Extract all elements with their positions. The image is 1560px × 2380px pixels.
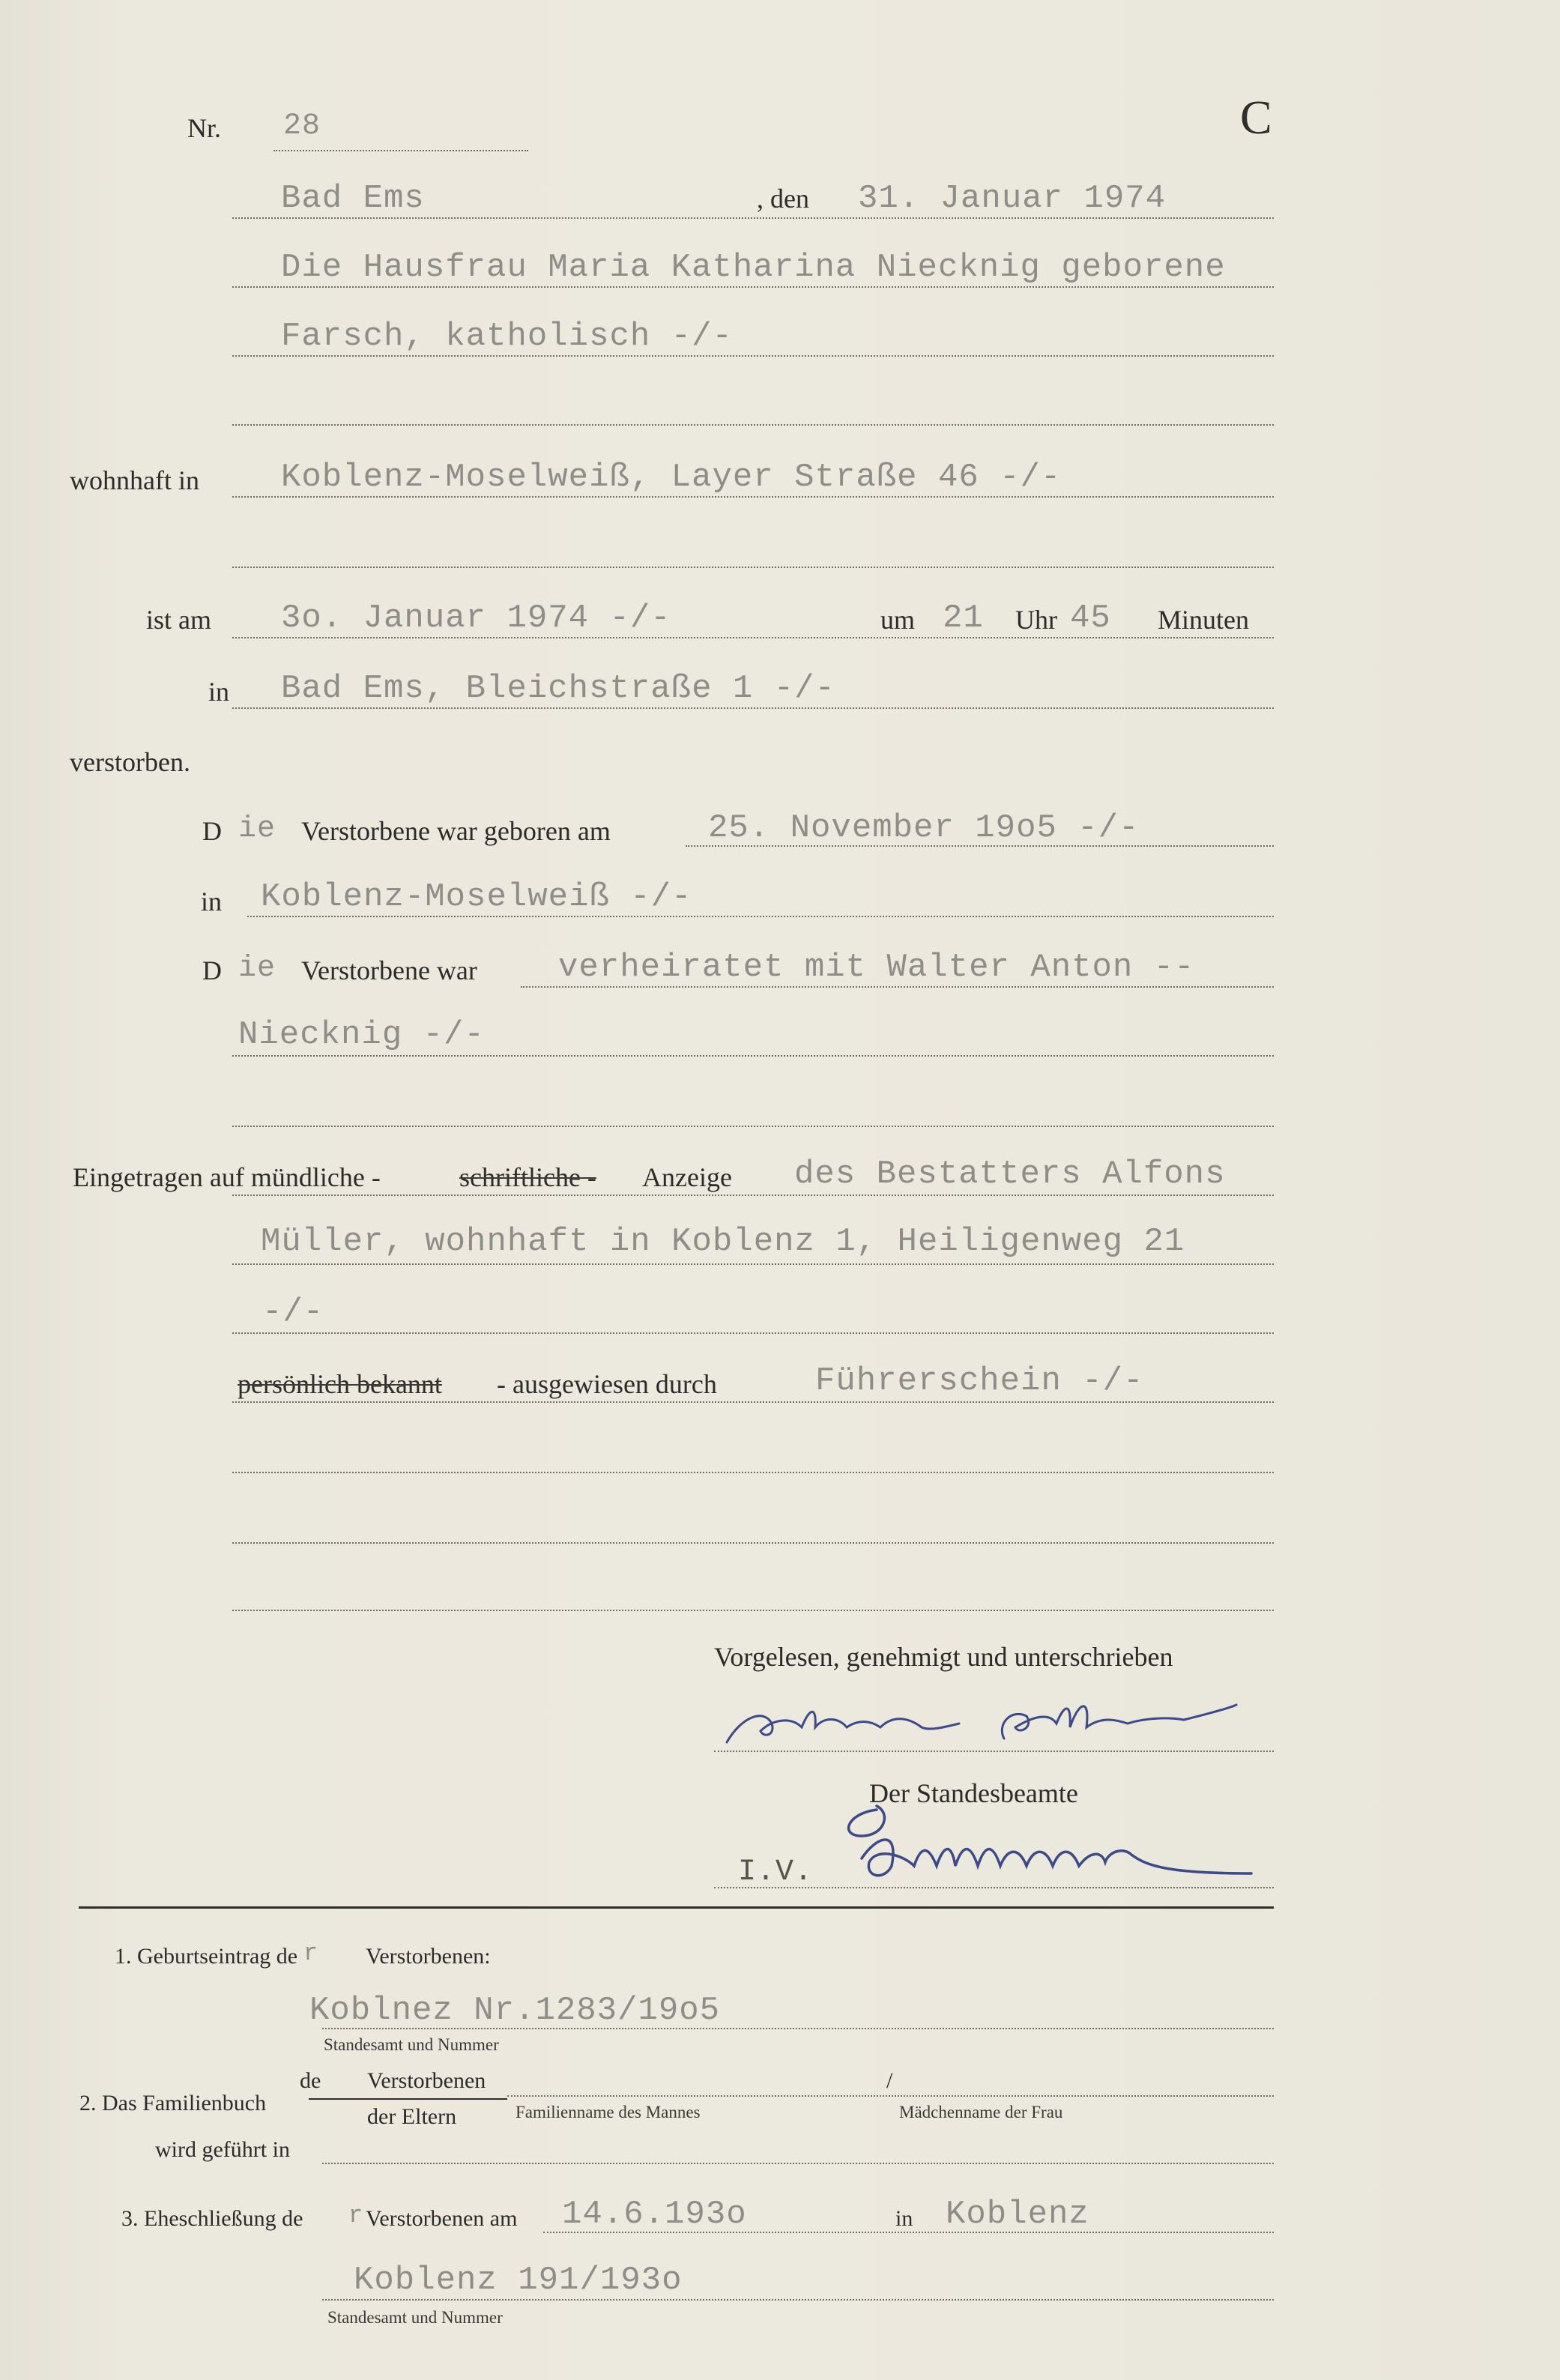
identification-rule-1 — [232, 1401, 1274, 1403]
nr-line — [273, 150, 528, 151]
residence-value: Koblenz-Moselweiß, Layer Straße 46 -/- — [281, 459, 1062, 496]
informant-signature-rule — [714, 1751, 1274, 1752]
marital-rule-3 — [232, 1126, 1274, 1127]
marital-line-2: Niecknig -/- — [238, 1016, 485, 1054]
identification-struck: persönlich bekannt — [238, 1369, 442, 1399]
read-approved-label: Vorgelesen, genehmigt und unterschrieben — [714, 1642, 1173, 1672]
registration-rule-2 — [232, 1263, 1274, 1265]
item1-ending: r — [303, 1939, 319, 1967]
registration-line-1: des Bestatters Alfons — [794, 1156, 1226, 1193]
identification-value: Führerschein -/- — [815, 1362, 1144, 1400]
item2-rule — [507, 2095, 1274, 2097]
residence-rule-2 — [232, 567, 1274, 568]
item3-date: 14.6.193o — [562, 2196, 747, 2233]
item3-rule-2 — [322, 2299, 1274, 2301]
item3-in-label: in — [895, 2206, 913, 2231]
item1-caption: Standesamt und Nummer — [324, 2035, 499, 2054]
registration-line-2: Müller, wohnhaft in Koblenz 1, Heiligenweg 21 — [261, 1223, 1185, 1260]
person-line-3-rule — [232, 424, 1274, 426]
death-in-label: in — [208, 677, 230, 707]
item2-label: 2. Das Familienbuch — [79, 2091, 267, 2115]
ist-am-label: ist am — [146, 605, 211, 635]
birth-label: Verstorbene war geboren am — [301, 816, 611, 846]
birth-date: 25. November 19o5 -/- — [708, 809, 1140, 847]
item1-value: Koblnez Nr.1283/19o5 — [309, 1992, 721, 2029]
item1-label: 1. Geburtseintrag de — [115, 1944, 298, 1969]
registration-label-b: Anzeige — [642, 1162, 732, 1192]
corner-letter: C — [1240, 91, 1272, 144]
item3-place: Koblenz — [946, 2196, 1089, 2233]
death-minutes: 45 — [1070, 599, 1111, 637]
marital-d-prefix: D — [202, 955, 222, 985]
item3-ending: r — [348, 2202, 364, 2229]
item2-label-b: wird geführt in — [155, 2137, 290, 2162]
informant-signature — [719, 1694, 1244, 1754]
item2-slash: / — [886, 2068, 893, 2093]
birth-place-rule — [247, 916, 1274, 917]
den-label: , den — [757, 184, 809, 214]
registration-label-struck: schriftliche - — [459, 1162, 596, 1192]
death-date-rule — [232, 637, 1274, 638]
iv-label: I.V. — [738, 1855, 814, 1889]
item2-option-eltern: der Eltern — [367, 2104, 457, 2129]
item3-label: 3. Eheschließung de — [121, 2206, 303, 2231]
birth-in-label: in — [201, 887, 223, 916]
identification-rule-2 — [232, 1472, 1274, 1473]
footer-separator — [79, 1906, 1274, 1909]
registrar-signature-rule — [714, 1887, 1274, 1888]
residence-rule — [232, 496, 1274, 498]
marital-rule-1 — [521, 986, 1274, 988]
item2-option-verstorbenen: Verstorbenen — [367, 2068, 486, 2093]
record-date: 31. Januar 1974 — [858, 180, 1167, 217]
identification-label: - ausgewiesen durch — [497, 1369, 717, 1399]
birth-d-prefix: D — [202, 816, 222, 846]
registration-line-3: -/- — [262, 1293, 324, 1331]
registration-label-a: Eingetragen auf mündliche - — [73, 1162, 381, 1192]
birth-date-rule — [686, 845, 1274, 847]
item1-rule — [322, 2028, 1274, 2029]
item2-caption-b: Mädchenname der Frau — [899, 2103, 1063, 2121]
person-line-1-rule — [232, 286, 1274, 288]
marital-rule-2 — [232, 1055, 1274, 1057]
death-date: 3o. Januar 1974 -/- — [281, 599, 671, 637]
item2-de: de — [300, 2068, 321, 2093]
person-line-2-rule — [232, 355, 1274, 357]
nr-value: 28 — [283, 109, 321, 143]
item2-fraction-bar — [309, 2098, 507, 2100]
residence-label: wohnhaft in — [70, 465, 199, 495]
marital-ie: ie — [238, 952, 276, 985]
item3-value: Koblenz 191/193o — [354, 2262, 683, 2299]
um-label: um — [880, 605, 916, 635]
marital-label: Verstorbene war — [301, 955, 477, 985]
registration-rule-3 — [232, 1332, 1274, 1334]
person-line-1: Die Hausfrau Maria Katharina Niecknig geborene — [281, 249, 1226, 286]
marital-line-1: verheiratet mit Walter Anton -- — [558, 949, 1195, 986]
item3-label-b: Verstorbenen am — [366, 2206, 518, 2231]
nr-label: Nr. — [187, 113, 221, 143]
identification-rule-3 — [232, 1542, 1274, 1544]
item3-rule — [543, 2232, 1274, 2233]
birth-place: Koblenz-Moselweiß -/- — [261, 878, 692, 916]
death-hour: 21 — [943, 599, 984, 637]
uhr-label: Uhr — [1015, 605, 1057, 635]
item3-caption: Standesamt und Nummer — [327, 2308, 503, 2327]
death-place: Bad Ems, Bleichstraße 1 -/- — [281, 670, 835, 707]
registrar-signature — [832, 1784, 1274, 1888]
item2-caption-a: Familienname des Mannes — [516, 2103, 701, 2121]
place-date-line — [232, 217, 1274, 219]
verstorben-label: verstorben. — [70, 747, 190, 777]
death-place-rule — [232, 707, 1274, 709]
registration-rule-1 — [232, 1194, 1274, 1196]
birth-ie: ie — [238, 812, 276, 846]
minuten-label: Minuten — [1158, 605, 1249, 635]
registrar-label: Der Standesbeamte — [869, 1778, 1078, 1808]
person-line-2: Farsch, katholisch -/- — [281, 318, 733, 355]
item1-label-b: Verstorbenen: — [366, 1944, 491, 1969]
identification-rule-4 — [232, 1610, 1274, 1611]
item2-rule-2 — [322, 2163, 1274, 2164]
place-value: Bad Ems — [281, 180, 425, 217]
